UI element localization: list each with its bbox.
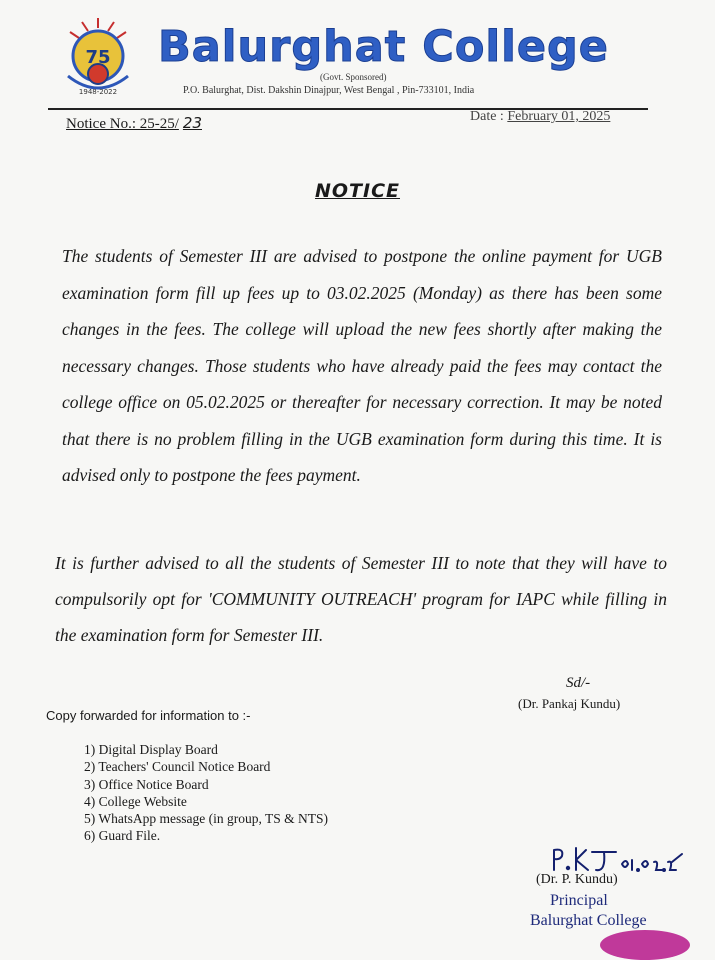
notice-number-label: Notice No.: 25-25/ <box>66 116 179 132</box>
list-item: 6) Guard File. <box>84 828 161 844</box>
list-item: 5) WhatsApp message (in group, TS & NTS) <box>84 811 328 827</box>
college-name: Balurghat College <box>158 22 609 72</box>
notice-number <box>66 114 202 133</box>
svg-text:75: 75 <box>85 47 111 68</box>
govt-sponsored-label: (Govt. Sponsored) <box>320 72 387 82</box>
notice-paragraph-1: The students of Semester III are advised to postpone the online payment for UGB examination form fill up fees up to 03.02.2025 (Monday) as there has been some changes in the fees. The college will upload the new fees shortly after making the necessary changes. Those students who have already paid the fees may contact the college office on 05.02.2025 or thereafter for necessary correction. It may be noted that there is no problem filling in the UGB examination form during this time. It is advised only to postpone the fees payment. <box>62 246 662 485</box>
list-item: 4) College Website <box>84 793 187 809</box>
pink-stamp-fragment <box>600 930 690 960</box>
date-label: Date : <box>470 109 504 124</box>
signed-mark: Sd/- <box>566 675 591 691</box>
college-address: P.O. Balurghat, Dist. Dakshin Dinajpur, West Bengal , Pin-733101, India <box>183 85 475 96</box>
signer-name-top: (Dr. Pankaj Kundu) <box>518 696 621 711</box>
copy-forwarded-label: Copy forwarded for information to :- <box>46 708 251 723</box>
college-stamp: Balurghat College <box>530 912 647 929</box>
list-item: 3) Office Notice Board <box>84 776 209 792</box>
signer-name-bottom: (Dr. P. Kundu) <box>536 872 618 887</box>
notice-number-value: 23 <box>182 114 202 132</box>
date-value: February 01, 2025 <box>507 109 611 124</box>
notice-paragraph-2: It is further advised to all the students of Semester III to note that they will have to compulsorily opt for 'COMMUNITY OUTREACH' program for IAPC while filling in the examination form for Semester III. <box>55 553 667 645</box>
college-logo <box>60 14 136 96</box>
principal-stamp: Principal <box>550 892 608 909</box>
svg-text:1948-2022: 1948-2022 <box>78 88 118 96</box>
copy-forwarded-list <box>84 741 328 845</box>
list-item: 1) Digital Display Board <box>84 742 218 757</box>
page-title: NOTICE <box>314 180 400 202</box>
list-item: 2) Teachers' Council Notice Board <box>84 759 271 775</box>
notice-date <box>470 109 610 125</box>
